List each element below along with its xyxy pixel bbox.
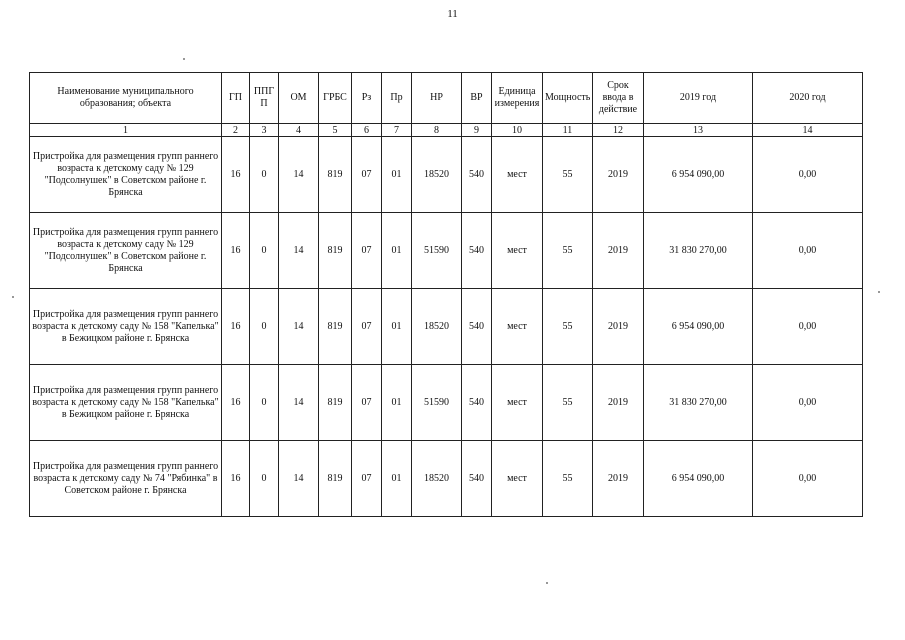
capacity-value: 55 [543,441,593,517]
rz-value: 07 [352,213,382,289]
rz-value: 07 [352,441,382,517]
column-number: 13 [644,124,753,137]
nr-value: 51590 [412,213,462,289]
term-value: 2019 [593,137,644,213]
term-value: 2019 [593,365,644,441]
grbs-value: 819 [319,137,352,213]
amount-2019: 6 954 090,00 [644,289,753,365]
nr-value: 18520 [412,441,462,517]
grbs-value: 819 [319,289,352,365]
column-number: 5 [319,124,352,137]
header-2019: 2019 год [644,73,753,124]
vr-value: 540 [462,213,492,289]
rz-value: 07 [352,365,382,441]
scan-speck [183,58,185,60]
header-gp: ГП [222,73,250,124]
ppgp-value: 0 [250,137,279,213]
capacity-value: 55 [543,289,593,365]
vr-value: 540 [462,365,492,441]
gp-value: 16 [222,441,250,517]
om-value: 14 [279,365,319,441]
vr-value: 540 [462,441,492,517]
ppgp-value: 0 [250,289,279,365]
grbs-value: 819 [319,365,352,441]
grbs-value: 819 [319,213,352,289]
header-row [30,73,863,124]
vr-value: 540 [462,289,492,365]
pr-value: 01 [382,213,412,289]
table-row [30,441,863,517]
budget-table [29,72,863,517]
column-number: 10 [492,124,543,137]
gp-value: 16 [222,289,250,365]
header-unit: Единица измерения [492,73,543,124]
ppgp-value: 0 [250,441,279,517]
term-value: 2019 [593,441,644,517]
capacity-value: 55 [543,137,593,213]
amount-2020: 0,00 [753,213,863,289]
column-number: 9 [462,124,492,137]
header-pr: Пр [382,73,412,124]
column-number: 11 [543,124,593,137]
column-number: 2 [222,124,250,137]
ppgp-value: 0 [250,365,279,441]
grbs-value: 819 [319,441,352,517]
om-value: 14 [279,213,319,289]
column-number: 6 [352,124,382,137]
header-grbs: ГРБС [319,73,352,124]
vr-value: 540 [462,137,492,213]
table-row [30,137,863,213]
column-number: 3 [250,124,279,137]
scan-speck [12,296,14,298]
table-row [30,289,863,365]
column-number: 14 [753,124,863,137]
scan-speck [878,291,880,293]
object-name: Пристройка для размещения групп раннего возраста к детскому саду № 74 "Рябинка" в Советском районе г. Брянска [30,441,222,517]
amount-2020: 0,00 [753,365,863,441]
header-rz: Рз [352,73,382,124]
header-vr: ВР [462,73,492,124]
om-value: 14 [279,289,319,365]
table-row [30,365,863,441]
column-number: 7 [382,124,412,137]
capacity-value: 55 [543,365,593,441]
header-ppgp: ППГ П [250,73,279,124]
unit-value: мест [492,365,543,441]
table-row [30,213,863,289]
column-number: 4 [279,124,319,137]
rz-value: 07 [352,289,382,365]
nr-value: 51590 [412,365,462,441]
object-name: Пристройка для размещения групп раннего возраста к детскому саду № 129 "Подсолнушек" в Советском районе г. Брянска [30,137,222,213]
rz-value: 07 [352,137,382,213]
object-name: Пристройка для размещения групп раннего возраста к детскому саду № 129 "Подсолнушек" в Советском районе г. Брянска [30,213,222,289]
om-value: 14 [279,441,319,517]
gp-value: 16 [222,365,250,441]
gp-value: 16 [222,137,250,213]
nr-value: 18520 [412,137,462,213]
term-value: 2019 [593,289,644,365]
pr-value: 01 [382,365,412,441]
gp-value: 16 [222,213,250,289]
amount-2019: 31 830 270,00 [644,365,753,441]
unit-value: мест [492,289,543,365]
header-capacity: Мощность [543,73,593,124]
header-om: ОМ [279,73,319,124]
header-object-name: Наименование муниципального образования; объекта [30,73,222,124]
unit-value: мест [492,213,543,289]
header-nr: НР [412,73,462,124]
scan-speck [546,582,548,584]
amount-2020: 0,00 [753,289,863,365]
amount-2019: 31 830 270,00 [644,213,753,289]
ppgp-value: 0 [250,213,279,289]
amount-2020: 0,00 [753,137,863,213]
header-term: Срок ввода в действие [593,73,644,124]
nr-value: 18520 [412,289,462,365]
unit-value: мест [492,137,543,213]
unit-value: мест [492,441,543,517]
pr-value: 01 [382,441,412,517]
pr-value: 01 [382,137,412,213]
amount-2020: 0,00 [753,441,863,517]
term-value: 2019 [593,213,644,289]
column-number: 12 [593,124,644,137]
column-number-row [30,124,863,137]
column-number: 8 [412,124,462,137]
page-number: 11 [447,8,458,20]
column-number: 1 [30,124,222,137]
amount-2019: 6 954 090,00 [644,137,753,213]
object-name: Пристройка для размещения групп раннего возраста к детскому саду № 158 "Капелька" в Бежицком районе г. Брянска [30,365,222,441]
pr-value: 01 [382,289,412,365]
amount-2019: 6 954 090,00 [644,441,753,517]
om-value: 14 [279,137,319,213]
capacity-value: 55 [543,213,593,289]
header-2020: 2020 год [753,73,863,124]
object-name: Пристройка для размещения групп раннего возраста к детскому саду № 158 "Капелька" в Бежицком районе г. Брянска [30,289,222,365]
